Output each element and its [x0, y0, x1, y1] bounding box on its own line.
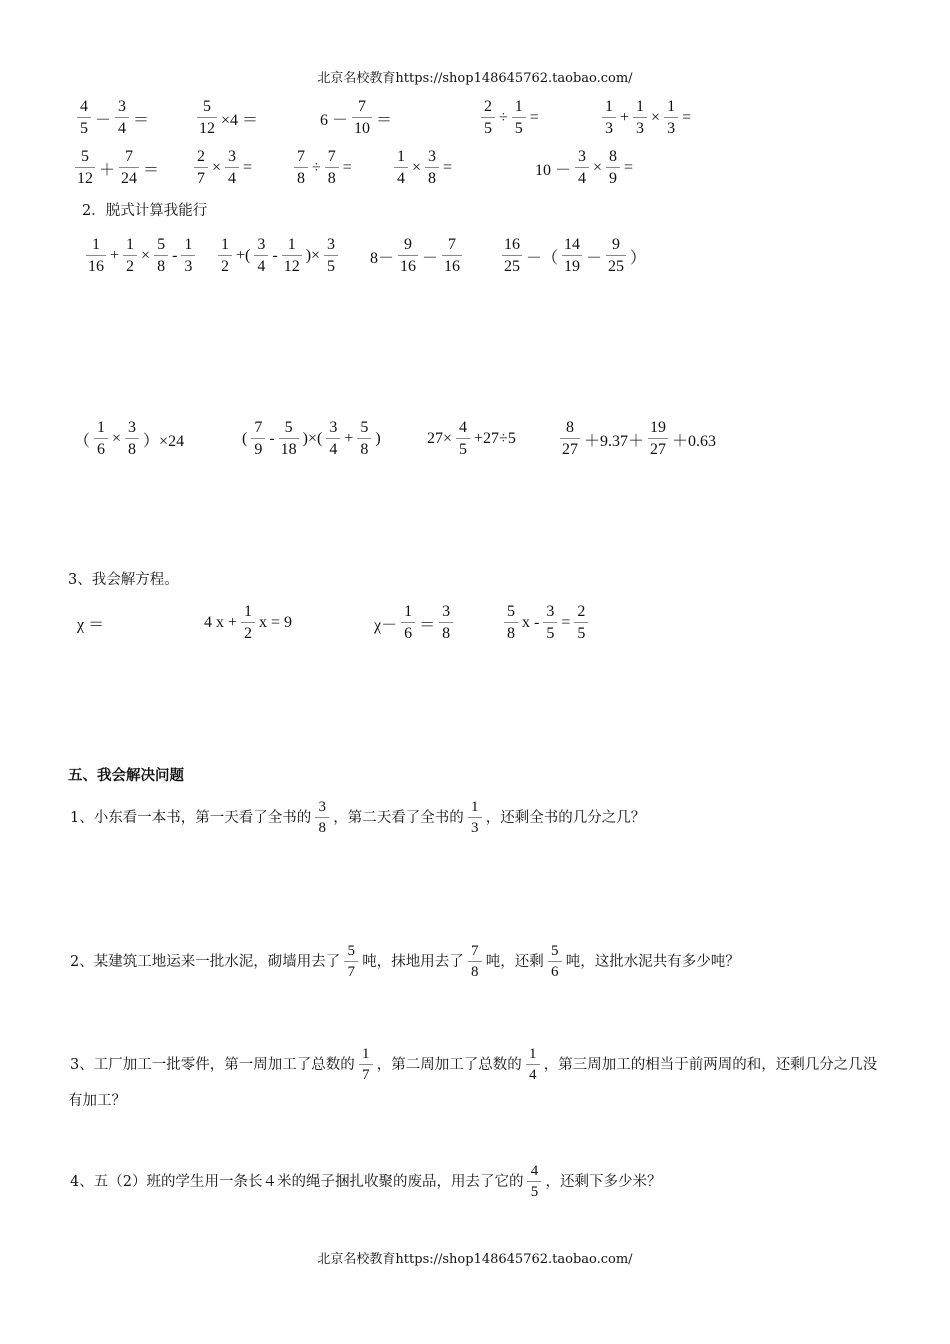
denominator: 8 — [157, 258, 166, 275]
denominator: 9 — [254, 441, 263, 458]
denominator: 8 — [428, 170, 437, 187]
denominator: 5 — [530, 1184, 539, 1200]
expression-text: x - — [522, 614, 540, 631]
denominator: 25 — [504, 258, 520, 275]
denominator: 6 — [404, 625, 413, 642]
expression-text: × — [593, 159, 603, 176]
fraction — [606, 149, 620, 187]
numerator: 3 — [257, 236, 266, 253]
denominator: 10 — [354, 120, 371, 137]
fraction — [562, 237, 582, 275]
exercise-expression — [368, 237, 464, 275]
expression-text: + — [344, 430, 354, 447]
denominator: 24 — [121, 170, 138, 187]
denominator: 19 — [564, 258, 581, 275]
numerator: 4 — [459, 419, 468, 436]
fraction — [442, 237, 462, 275]
exercise-expression — [533, 149, 635, 187]
denominator: 3 — [184, 258, 193, 275]
numerator: 2 — [577, 603, 586, 620]
numerator: 19 — [650, 419, 667, 436]
denominator: 3 — [667, 120, 676, 137]
denominator: 4 — [578, 170, 587, 187]
expression-text: × — [141, 247, 151, 264]
numerator: 4 — [530, 1163, 539, 1179]
numerator: 7 — [470, 943, 479, 959]
numerator: 1 — [667, 98, 676, 115]
expression-text: 吨，还剩 — [485, 954, 544, 970]
fraction — [294, 149, 308, 187]
expression-text: +( — [236, 247, 251, 264]
numerator: 5 — [347, 943, 355, 959]
numerator: 1 — [514, 98, 523, 115]
expression-text: 27× — [427, 430, 453, 447]
denominator: 8 — [442, 625, 451, 642]
expression-text: ÷ — [499, 109, 508, 126]
fraction — [279, 420, 299, 458]
numerator: 3 — [546, 603, 555, 620]
fraction — [75, 149, 95, 187]
expression-text: 4 x + — [204, 614, 238, 631]
expression-text: （ — [74, 432, 91, 450]
exercise-expression — [558, 420, 718, 458]
fraction — [456, 420, 470, 458]
expression-text: 2、某建筑工地运来一批水泥，砌墙用去了 — [70, 954, 341, 970]
fraction — [241, 604, 255, 642]
numerator: 7 — [254, 419, 263, 436]
exercise-expression — [479, 99, 541, 137]
fraction — [194, 149, 208, 187]
numerator: 3 — [228, 148, 237, 165]
denominator: 5 — [80, 120, 88, 137]
expression-text: - — [272, 247, 278, 264]
exercise-expression — [240, 420, 383, 458]
denominator: 8 — [318, 820, 326, 836]
exercise-expression — [84, 237, 197, 275]
expression-text: x = 9 — [259, 614, 293, 631]
fraction — [425, 149, 439, 187]
exercise-expression — [73, 149, 161, 187]
section-5-title: 五、我会解决问题 — [68, 767, 184, 784]
fraction — [225, 149, 239, 187]
fraction — [526, 1047, 540, 1083]
fraction — [344, 944, 358, 980]
fraction — [359, 1047, 373, 1083]
word-problem-3 — [68, 1047, 888, 1119]
expression-text: ，还剩全书的几分之几？ — [485, 810, 646, 826]
denominator: 3 — [470, 820, 479, 836]
denominator: 5 — [459, 441, 468, 458]
exercise-expression — [600, 99, 693, 137]
expression-text: ＋0.63 — [672, 432, 717, 450]
denominator: 27 — [562, 441, 578, 458]
equation — [372, 604, 455, 642]
expression-text: － — [422, 249, 439, 267]
fraction — [119, 149, 139, 187]
fraction — [394, 149, 408, 187]
denominator: 16 — [444, 258, 461, 275]
denominator: 8 — [297, 170, 305, 187]
numerator: 5 — [507, 603, 515, 620]
exercise-expression — [72, 420, 186, 458]
fraction — [326, 420, 340, 458]
expression-text: ) — [375, 430, 381, 447]
exercise-expression — [500, 237, 648, 275]
exercise-expression — [192, 149, 254, 187]
numerator: 1 — [92, 236, 100, 253]
numerator: 5 — [550, 943, 559, 959]
expression-text: 1、小东看一本书，第一天看了全书的 — [70, 810, 312, 826]
denominator: 2 — [244, 625, 253, 642]
numerator: 3 — [442, 603, 451, 620]
numerator: 7 — [448, 236, 457, 253]
expression-text: －（ — [526, 249, 559, 267]
numerator: 1 — [605, 98, 613, 115]
exercise-expression — [425, 420, 518, 458]
expression-text: = — [682, 109, 692, 126]
expression-text: - — [172, 247, 178, 264]
expression-text: +27÷5 — [474, 430, 516, 447]
expression-text: χ－ — [374, 616, 398, 634]
denominator: 5 — [577, 625, 586, 642]
denominator: 25 — [608, 258, 625, 275]
expression-text: ，还剩下多少米？ — [545, 1174, 662, 1190]
denominator: 12 — [77, 170, 93, 187]
denominator: 8 — [470, 964, 479, 980]
denominator: 3 — [636, 120, 645, 137]
expression-text: ×4 ＝ — [221, 111, 259, 129]
expression-text: ，第二周加工了总数的 — [376, 1057, 522, 1073]
expression-text: × — [651, 109, 661, 126]
numerator: 4 — [80, 98, 88, 115]
numerator: 9 — [612, 236, 621, 253]
fraction — [527, 1164, 541, 1200]
denominator: 6 — [97, 441, 106, 458]
denominator: 18 — [280, 441, 297, 458]
numerator: 3 — [428, 148, 437, 165]
fraction — [315, 800, 329, 836]
fraction — [439, 604, 453, 642]
denominator: 5 — [514, 120, 523, 137]
fraction — [398, 237, 418, 275]
fraction — [504, 604, 518, 642]
denominator: 16 — [400, 258, 417, 275]
expression-text: ） — [630, 249, 647, 267]
expression-text: = — [443, 159, 453, 176]
section-3-title: 3、我会解方程。 — [68, 572, 179, 588]
expression-text: ，第三周加工的相当于前两周的和，还剩几分之几没有加工？ — [68, 1057, 878, 1109]
fraction — [352, 99, 372, 137]
expression-text: - — [269, 430, 275, 447]
expression-text: ＝ — [376, 111, 393, 129]
fraction — [123, 237, 137, 275]
expression-text: + — [110, 247, 120, 264]
expression-text: ÷ — [312, 159, 321, 176]
fraction — [468, 944, 482, 980]
numerator: 3 — [118, 98, 127, 115]
fraction — [282, 237, 302, 275]
denominator: 7 — [361, 1067, 370, 1083]
numerator: 7 — [297, 148, 305, 165]
expression-text: )× — [305, 247, 321, 264]
numerator: 16 — [504, 236, 520, 253]
numerator: 8 — [566, 419, 574, 436]
fraction — [602, 99, 616, 137]
numerator: 7 — [358, 98, 367, 115]
fraction — [512, 99, 526, 137]
numerator: 5 — [203, 98, 211, 115]
numerator: 3 — [327, 236, 336, 253]
expression-text: χ ＝ — [77, 616, 105, 634]
page-footer: 北京名校教育https://shop148645762.taobao.com/ — [317, 1252, 633, 1267]
fraction — [325, 149, 339, 187]
expression-text: × — [112, 430, 122, 447]
expression-text: － — [95, 111, 112, 129]
denominator: 12 — [199, 120, 215, 137]
expression-text: 4、五（2）班的学生用一条长４米的绳子捆扎收聚的废品，用去了它的 — [70, 1174, 524, 1190]
denominator: 6 — [550, 964, 559, 980]
expression-text: ）×24 — [143, 432, 185, 450]
numerator: 1 — [404, 603, 413, 620]
numerator: 14 — [564, 236, 581, 253]
numerator: 5 — [157, 236, 166, 253]
denominator: 5 — [327, 258, 336, 275]
exercise-expression — [216, 237, 340, 275]
numerator: 2 — [484, 98, 492, 115]
exercise-expression — [292, 149, 354, 187]
fraction — [254, 237, 268, 275]
denominator: 4 — [228, 170, 237, 187]
fraction — [543, 604, 557, 642]
denominator: 7 — [347, 964, 355, 980]
fraction — [481, 99, 495, 137]
exercise-expression — [75, 99, 151, 137]
denominator: 8 — [128, 441, 137, 458]
expression-text: = — [624, 159, 634, 176]
fraction — [251, 420, 265, 458]
expression-text: ( — [242, 430, 248, 447]
expression-text: 8－ — [370, 249, 395, 267]
fraction — [86, 237, 106, 275]
numerator: 1 — [470, 799, 479, 815]
numerator: 7 — [327, 148, 336, 165]
denominator: 8 — [507, 625, 515, 642]
equation — [202, 604, 294, 642]
fraction — [648, 420, 668, 458]
expression-text: ＝ — [133, 111, 150, 129]
denominator: 3 — [605, 120, 613, 137]
denominator: 8 — [327, 170, 336, 187]
fraction — [633, 99, 647, 137]
denominator: 7 — [197, 170, 205, 187]
fraction — [606, 237, 626, 275]
numerator: 1 — [528, 1046, 537, 1062]
expression-text: = — [243, 159, 253, 176]
numerator: 3 — [318, 799, 326, 815]
expression-text: = — [342, 159, 352, 176]
denominator: 2 — [221, 258, 229, 275]
expression-text: × — [412, 159, 422, 176]
numerator: 9 — [404, 236, 413, 253]
denominator: 4 — [257, 258, 266, 275]
numerator: 1 — [287, 236, 296, 253]
expression-text: － — [586, 249, 603, 267]
numerator: 5 — [360, 419, 369, 436]
fraction — [115, 99, 129, 137]
fraction — [468, 800, 482, 836]
denominator: 4 — [397, 170, 405, 187]
fraction — [401, 604, 415, 642]
word-problem-1 — [68, 800, 888, 836]
denominator: 4 — [118, 120, 127, 137]
expression-text: = — [529, 109, 539, 126]
numerator: 1 — [221, 236, 229, 253]
fraction — [574, 604, 588, 642]
fraction — [575, 149, 589, 187]
expression-text: 吨，抹地用去了 — [362, 954, 464, 970]
denominator: 16 — [88, 258, 104, 275]
exercise-expression — [392, 149, 454, 187]
numerator: 3 — [578, 148, 587, 165]
numerator: 1 — [97, 419, 106, 436]
numerator: 3 — [128, 419, 137, 436]
expression-text: ＋ — [99, 161, 116, 179]
fraction — [94, 420, 108, 458]
expression-text: + — [620, 109, 630, 126]
denominator: 12 — [283, 258, 300, 275]
fraction — [181, 237, 195, 275]
numerator: 1 — [126, 236, 135, 253]
denominator: 2 — [126, 258, 135, 275]
numerator: 3 — [329, 419, 338, 436]
expression-text: )×( — [302, 430, 323, 447]
expression-text: ，第二天看了全书的 — [333, 810, 464, 826]
denominator: 5 — [546, 625, 555, 642]
equation — [75, 612, 106, 635]
expression-text: = — [561, 614, 571, 631]
exercise-expression — [318, 99, 394, 137]
numerator: 2 — [197, 148, 205, 165]
word-problem-4 — [68, 1164, 888, 1200]
numerator: 7 — [125, 148, 134, 165]
numerator: 8 — [609, 148, 618, 165]
numerator: 1 — [636, 98, 645, 115]
section-2-title: 2．脱式计算我能行 — [82, 203, 208, 219]
exercise-expression — [195, 99, 260, 137]
fraction — [154, 237, 168, 275]
numerator: 1 — [397, 148, 405, 165]
denominator: 27 — [650, 441, 667, 458]
numerator: 1 — [184, 236, 193, 253]
numerator: 1 — [361, 1046, 370, 1062]
fraction — [77, 99, 91, 137]
numerator: 5 — [284, 419, 293, 436]
fraction — [357, 420, 371, 458]
page-header: 北京名校教育https://shop148645762.taobao.com/ — [317, 71, 633, 86]
fraction — [560, 420, 580, 458]
denominator: 4 — [329, 441, 338, 458]
expression-text: ＝ — [419, 616, 436, 634]
fraction — [218, 237, 232, 275]
fraction — [324, 237, 338, 275]
denominator: 9 — [609, 170, 618, 187]
word-problem-2 — [68, 944, 888, 980]
expression-text: 6 － — [320, 111, 349, 129]
numerator: 5 — [81, 148, 89, 165]
expression-text: × — [212, 159, 222, 176]
fraction — [664, 99, 678, 137]
fraction — [125, 420, 139, 458]
denominator: 5 — [484, 120, 492, 137]
fraction — [548, 944, 562, 980]
expression-text: ＋9.37＋ — [584, 432, 645, 450]
fraction — [502, 237, 522, 275]
expression-text: 3、工厂加工一批零件，第一周加工了总数的 — [70, 1057, 355, 1073]
expression-text: 10 － — [535, 161, 572, 179]
fraction — [197, 99, 217, 137]
equation — [502, 604, 590, 642]
denominator: 4 — [528, 1067, 537, 1083]
expression-text: 吨，这批水泥共有多少吨？ — [565, 954, 740, 970]
denominator: 8 — [360, 441, 369, 458]
numerator: 1 — [244, 603, 253, 620]
expression-text: ＝ — [143, 161, 160, 179]
